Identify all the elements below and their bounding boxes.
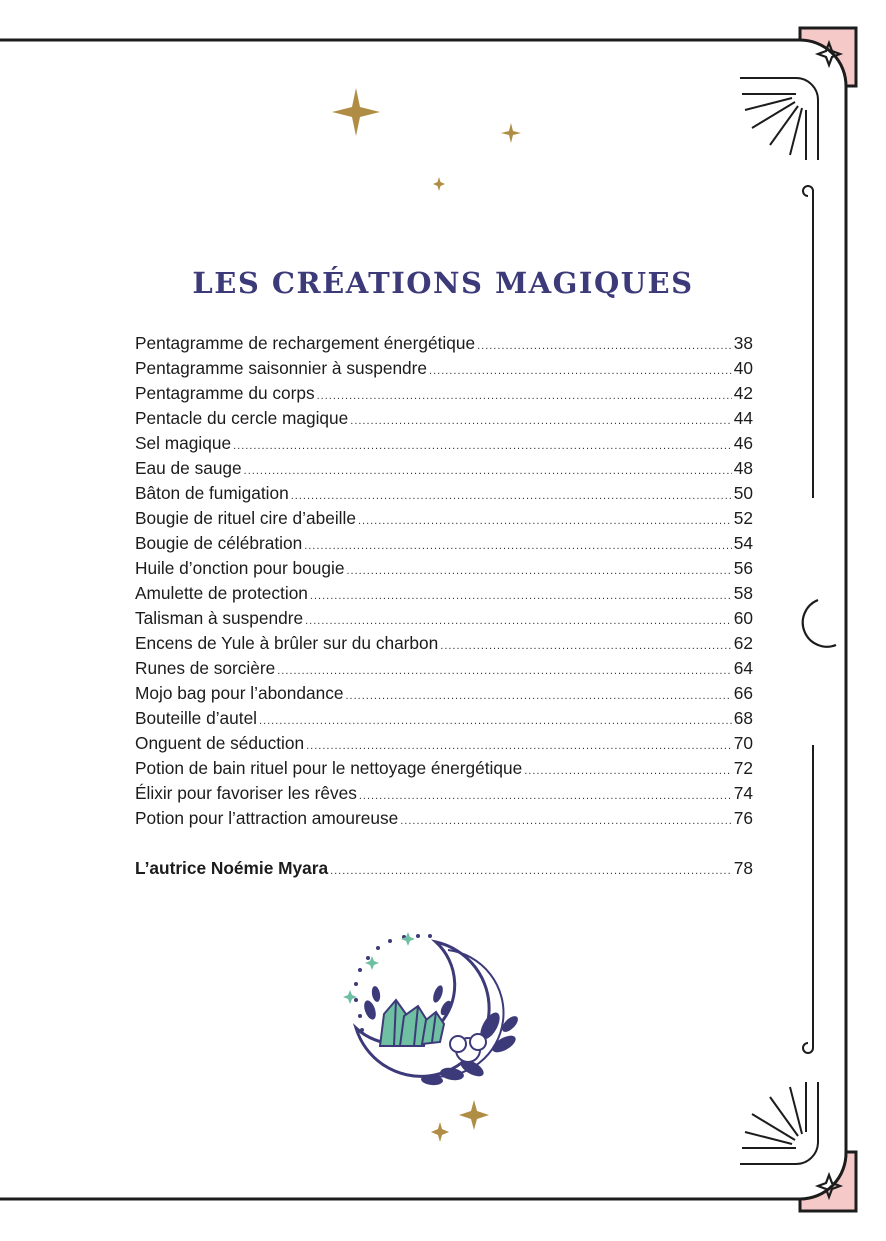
toc-entry-title: Amulette de protection <box>135 583 308 603</box>
toc-entry <box>135 656 753 681</box>
corner-top-right <box>800 28 856 86</box>
toc-leader-dots <box>400 809 732 834</box>
toc-leader-dots <box>330 859 732 884</box>
toc-entry <box>135 356 753 381</box>
sparkle-star-icon <box>332 88 521 191</box>
toc-entry-title: L’autrice Noémie Myara <box>135 858 329 878</box>
table-of-contents <box>135 331 753 881</box>
toc-page-number: 64 <box>733 658 753 678</box>
toc-entry <box>135 581 753 606</box>
toc-entry <box>135 431 753 456</box>
toc-entry <box>135 806 753 831</box>
toc-entry-title: Huile d’onction pour bougie <box>135 558 345 578</box>
toc-page-number: 68 <box>733 708 753 728</box>
toc-leader-dots <box>259 709 732 734</box>
toc-entry <box>135 631 753 656</box>
toc-entry-title: Potion pour l’attraction amoureuse <box>135 808 399 828</box>
toc-page-number: 76 <box>733 808 753 828</box>
toc-entry <box>135 456 753 481</box>
toc-entry <box>135 531 753 556</box>
toc-leader-dots <box>524 759 732 784</box>
toc-entry-title: Bâton de fumigation <box>135 483 289 503</box>
toc-leader-dots <box>359 784 732 809</box>
toc-leader-dots <box>304 534 732 559</box>
toc-page-number: 48 <box>733 458 753 478</box>
toc-entry-title: Pentagramme saisonnier à suspendre <box>135 358 428 378</box>
toc-entry-title: Talisman à suspendre <box>135 608 304 628</box>
toc-entry-title: Pentagramme de rechargement énergétique <box>135 333 476 353</box>
toc-entry-title: Bouteille d’autel <box>135 708 258 728</box>
sun-rays-icon <box>740 78 818 160</box>
sparkle-star-icon <box>431 1100 489 1142</box>
sun-rays-icon <box>740 1082 818 1164</box>
toc-leader-dots <box>317 384 732 409</box>
toc-leader-dots <box>350 409 732 434</box>
inner-vertical-ornament <box>803 186 813 1053</box>
toc-entry <box>135 506 753 531</box>
toc-leader-dots <box>277 659 732 684</box>
toc-page-number: 46 <box>733 433 753 453</box>
toc-entry-title: Eau de sauge <box>135 458 242 478</box>
toc-page-number: 66 <box>733 683 753 703</box>
toc-leader-dots <box>233 434 732 459</box>
toc-page-number: 50 <box>733 483 753 503</box>
toc-leader-dots <box>244 459 732 484</box>
toc-page-number: 56 <box>733 558 753 578</box>
toc-page-number: 72 <box>733 758 753 778</box>
page-title: LES CRÉATIONS MAGIQUES <box>192 266 694 300</box>
toc-entry-title: Runes de sorcière <box>135 658 276 678</box>
toc-page-number: 58 <box>733 583 753 603</box>
toc-author-entry <box>135 856 753 881</box>
toc-leader-dots <box>346 684 732 709</box>
toc-entry-title: Potion de bain rituel pour le nettoyage énergétique <box>135 758 523 778</box>
toc-entry <box>135 731 753 756</box>
toc-page-number: 74 <box>733 783 753 803</box>
toc-leader-dots <box>346 559 731 584</box>
crescent-moon-icon <box>803 600 836 647</box>
toc-entry <box>135 781 753 806</box>
toc-page-number: 44 <box>733 408 753 428</box>
toc-entry-title: Élixir pour favoriser les rêves <box>135 783 357 803</box>
toc-entry <box>135 706 753 731</box>
moon-crystal-emblem-icon <box>340 928 530 1098</box>
toc-page-number: 62 <box>733 633 753 653</box>
toc-leader-dots <box>291 484 732 509</box>
toc-entry <box>135 381 753 406</box>
toc-entry <box>135 481 753 506</box>
toc-leader-dots <box>358 509 732 534</box>
toc-page-number: 40 <box>733 358 753 378</box>
toc-page-number: 78 <box>733 858 753 878</box>
toc-entry <box>135 756 753 781</box>
toc-leader-dots <box>310 584 732 609</box>
toc-entry <box>135 606 753 631</box>
toc-entry-title: Onguent de séduction <box>135 733 305 753</box>
toc-page-number: 42 <box>733 383 753 403</box>
toc-entry-title: Bougie de célébration <box>135 533 303 553</box>
toc-entry-title: Sel magique <box>135 433 232 453</box>
toc-entry <box>135 556 753 581</box>
toc-entry-title: Encens de Yule à brûler sur du charbon <box>135 633 439 653</box>
toc-page-number: 54 <box>733 533 753 553</box>
toc-entry <box>135 331 753 356</box>
toc-leader-dots <box>429 359 732 384</box>
toc-page-number: 70 <box>733 733 753 753</box>
toc-leader-dots <box>440 634 732 659</box>
toc-entry-title: Bougie de rituel cire d’abeille <box>135 508 356 528</box>
toc-page-number: 52 <box>733 508 753 528</box>
toc-entry-title: Pentagramme du corps <box>135 383 315 403</box>
toc-leader-dots <box>477 334 732 359</box>
toc-entry <box>135 406 753 431</box>
toc-page-number: 38 <box>733 333 753 353</box>
toc-entry-title: Pentacle du cercle magique <box>135 408 349 428</box>
toc-entry <box>135 681 753 706</box>
toc-page-number: 60 <box>733 608 753 628</box>
toc-entry-title: Mojo bag pour l’abondance <box>135 683 344 703</box>
